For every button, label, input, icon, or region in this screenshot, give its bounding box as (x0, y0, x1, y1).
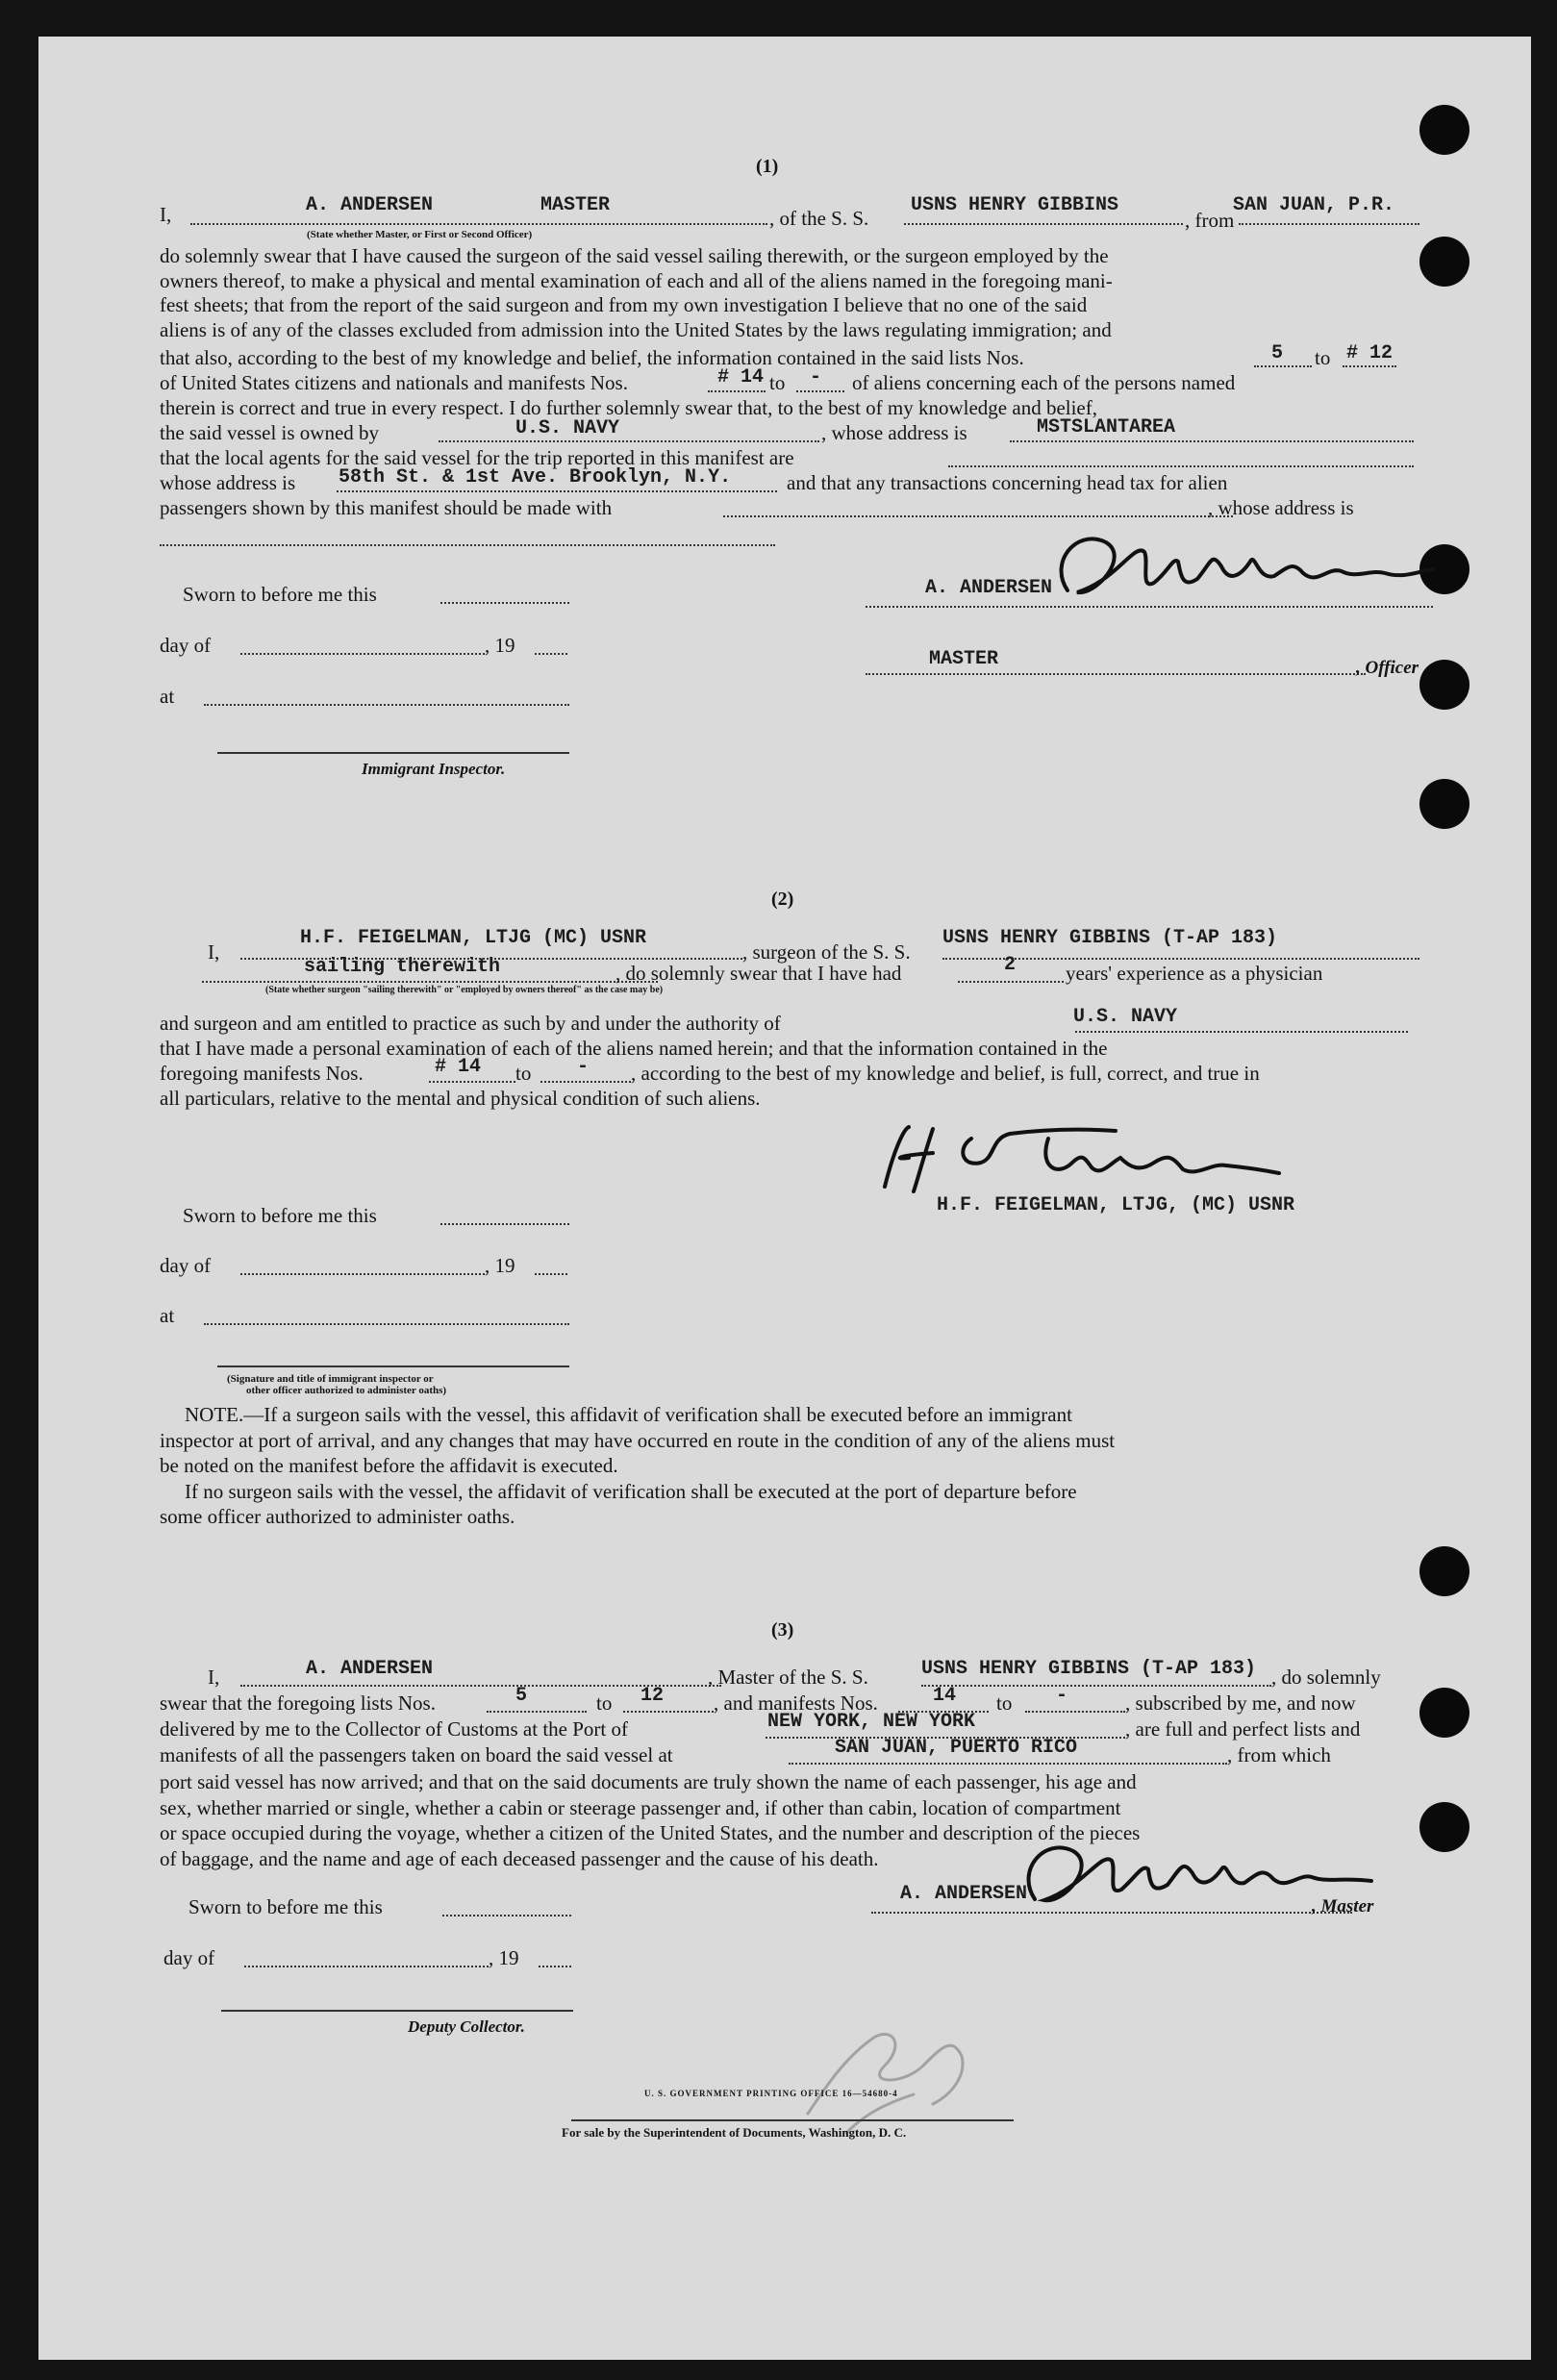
section-3-signer: A. ANDERSEN (900, 1883, 1028, 1905)
section-1-oath-text: do solemnly swear that I have caused the surgeon of the said vessel sailing therewith, or the surgeon employed by the owners thereof, to make a physical and mental examination of each and all of the aliens named in the foregoing mani- fest sheets; that from the report of the said surgeon and from my own investigation I believe that no one of the said aliens is of any of the classes excluded from admission into the United States by the laws regulating immigration; and (160, 244, 1113, 341)
section-3-lists-from: 5 (515, 1685, 528, 1707)
feigelman-signature (866, 1110, 1327, 1206)
section-1-lists-to: # 12 (1346, 342, 1394, 364)
section-3-number: (3) (771, 1619, 794, 1641)
section-2-number: (2) (771, 889, 794, 910)
section-2-authority: U.S. NAVY (1073, 1006, 1178, 1028)
section-1-signer: A. ANDERSEN (925, 577, 1053, 599)
andersen-signature (1039, 523, 1443, 619)
section-3-vessel: USNS HENRY GIBBINS (T-AP 183) (921, 1658, 1257, 1680)
punch-hole (1419, 779, 1469, 829)
section-2-surgeon: H.F. FEIGELMAN, LTJG (MC) USNR (300, 927, 647, 949)
section-3-from-port: SAN JUAN, PUERTO RICO (835, 1737, 1078, 1759)
section-2-manifests-from: # 14 (435, 1056, 482, 1078)
section-3-port: NEW YORK, NEW YORK (767, 1711, 976, 1733)
section-3-manifests-from: 14 (933, 1685, 957, 1707)
section-1-from: , from (1185, 209, 1235, 232)
section-2-manifests-to: - (577, 1056, 590, 1078)
section-1-owner: U.S. NAVY (515, 417, 620, 439)
section-1-i: I, (160, 203, 172, 226)
section-1-of-ss: , of the S. S. (769, 207, 869, 230)
section-1-sworn: Sworn to before me this (183, 583, 377, 606)
section-2-sailing-caption: (State whether surgeon "sailing therewith" or "employed by owners thereof" as the case may be) (265, 985, 664, 995)
punch-hole (1419, 1802, 1469, 1852)
section-1-manifests-to: - (810, 366, 822, 388)
section-2-sailing: sailing therewith (304, 956, 501, 978)
gpo-line: U. S. GOVERNMENT PRINTING OFFICE 16—54680-4 (644, 2089, 898, 2098)
punch-hole (1419, 1546, 1469, 1596)
section-1-master: MASTER (929, 648, 999, 670)
section-1-lists-from: 5 (1271, 342, 1284, 364)
section-3-collector-caption: Deputy Collector. (408, 2017, 525, 2036)
section-3-oath-text: port said vessel has now arrived; and that on the said documents are truly shown the name of each passenger, his age and sex, whether married or single, whether a cabin or steerage passenger and, if other than cabin, location of compartment or space occupied during the voyage, whether a citizen of the United States, and the number and description of the pieces of baggage, and the name and age of each deceased passenger and the cause of his death. (160, 1770, 1141, 1870)
punch-hole (1419, 1688, 1469, 1738)
punch-hole (1419, 237, 1469, 287)
section-1-number: (1) (756, 156, 779, 177)
section-1-manifests-from: # 14 (717, 366, 765, 388)
section-1-vessel: USNS HENRY GIBBINS (911, 194, 1119, 216)
section-2-years: 2 (1004, 954, 1017, 976)
section-1-owner-address: MSTSLANTAREA (1037, 416, 1176, 438)
section-1-inspector-caption: Immigrant Inspector. (362, 760, 506, 778)
section-2-signer: H.F. FEIGELMAN, LTJG, (MC) USNR (937, 1194, 1295, 1216)
section-2-vessel: USNS HENRY GIBBINS (T-AP 183) (942, 927, 1278, 949)
immigration-affidavit-page: (1) I, A. ANDERSEN MASTER , of the S. S. USNS HENRY GIBBINS , from SAN JUAN, P.R. (State whether Master, or First or Second Officer) do solemnly swear that I have caused the surgeon of the said vessel sailing therewith, or the surgeon employed by the owners thereof, to make a physical and mental examination of each and all of the aliens named in the foregoing mani- fest sheets; that from the report of the said surgeon and from my own investigation I believe that no one of the said aliens is of any of the classes excluded from admission into the United States by the laws regulating immigration; and that also, according to the best of my knowledge and belief, the information contained in the said lists Nos. 5 to # 12 of United States citizens and nationals and manifests Nos. # 14 to - of aliens concerning each of the persons named therein is correct and true in every respect. I do further solemnly swear that, to the best of my knowledge and belief, the said vessel is owned by U.S. NAVY , whose address is MSTSLANTAREA that the local agents for the said vessel for the trip reported in this manifest are whose address is 58th St. & 1st Ave. Brooklyn, N.Y. and that any transactions concerning head tax for alien passengers shown by this manifest should be made with , whose address is Sworn to before me this day of , 19 at Immigrant Inspector. A. ANDERSEN MASTER , Officer (2) I, H.F. FEIGELMAN, LTJG (MC) USNR , surgeon of the S. S. USNS HENRY GIBBINS (T-AP 183) sailing therewith , do solemnly swear that I have had 2 years' experience as a physician (State whether surgeon "sailing therewith" or "employed by owners thereof" as the case may be) and surgeon and am entitled to practice as such by and under the authority of U.S. NAVY that I have made a personal examination of each of the aliens named herein; and that the information contained in the foregoing manifests Nos. # 14 to - , according to the best of my knowledge and belief, is full, correct, and true in all particulars, relative to the mental and physical condition of such aliens. H.F. FEIGELMAN, LTJG, (MC) USNR Sworn to before me this day of , 19 at (Signature and title of immigrant inspector or other officer authorized to administer oaths) NOTE.—If a surgeon sails with the vessel, this affidavit of verification shall be executed before an immigrant inspector at port of arrival, and any changes that may have occurred en route in the condition of any of the aliens must be noted on the manifest before the affidavit is executed. If no surgeon sails with the vessel, the affidavit of verification shall be executed at the port of departure before some officer authorized to administer oaths. (3) I, A. ANDERSEN , Master of the S. S. USNS HENRY GIBBINS (T-AP 183) , do solemnly swear that the foregoing lists Nos. 5 to 12 , and manifests Nos. 14 to - , subscribed by me, and now delivered by me to the Collector of Customs at the Port of NEW YORK, NEW YORK , are full and perfect lists and manifests of all the passengers taken on board the said vessel at SAN JUAN, PUERTO RICO , from which port said vessel has now arrived; and that on the said documents are truly shown the name of each passenger, his age and sex, whether married or single, whether a cabin or steerage passenger and, if other than cabin, location of compartment or space occupied during the voyage, whether a citizen of the United States, and the number and description of the pieces of baggage, and the name and age of each deceased passenger and the cause of his death. Sworn to before me this day of , 19 Deputy Collector. A. ANDERSEN , Master U. S. GOVERNMENT PRINTING OFFICE 16—54680-4 For sale by the Superintendent of Documents, Washington, D. C. (38, 37, 1531, 2360)
punch-hole (1419, 660, 1469, 710)
section-1-rank-caption: (State whether Master, or First or Second Officer) (307, 229, 533, 240)
section-2-note: NOTE.—If a surgeon sails with the vessel, this affidavit of verification shall be executed before an immigrant inspector at port of arrival, and any changes that may have occurred en route in the condition of any of the aliens must be noted on the manifest before the affidavit is executed. If no surgeon sails with the vessel, the affidavit of verification shall be executed at the port of departure before some officer authorized to administer oaths. (160, 1403, 1116, 1528)
punch-hole (1419, 105, 1469, 155)
section-3-manifests-to: - (1056, 1685, 1068, 1707)
section-1-rank: MASTER (540, 194, 611, 216)
sale-line: For sale by the Superintendent of Documents, Washington, D. C. (562, 2125, 907, 2140)
section-3-lists-to: 12 (640, 1685, 665, 1707)
section-3-name: A. ANDERSEN (306, 1658, 434, 1680)
section-1-from-port: SAN JUAN, P.R. (1233, 194, 1395, 216)
section-1-agent-address: 58th St. & 1st Ave. Brooklyn, N.Y. (339, 466, 732, 489)
section-1-name: A. ANDERSEN (306, 194, 434, 216)
